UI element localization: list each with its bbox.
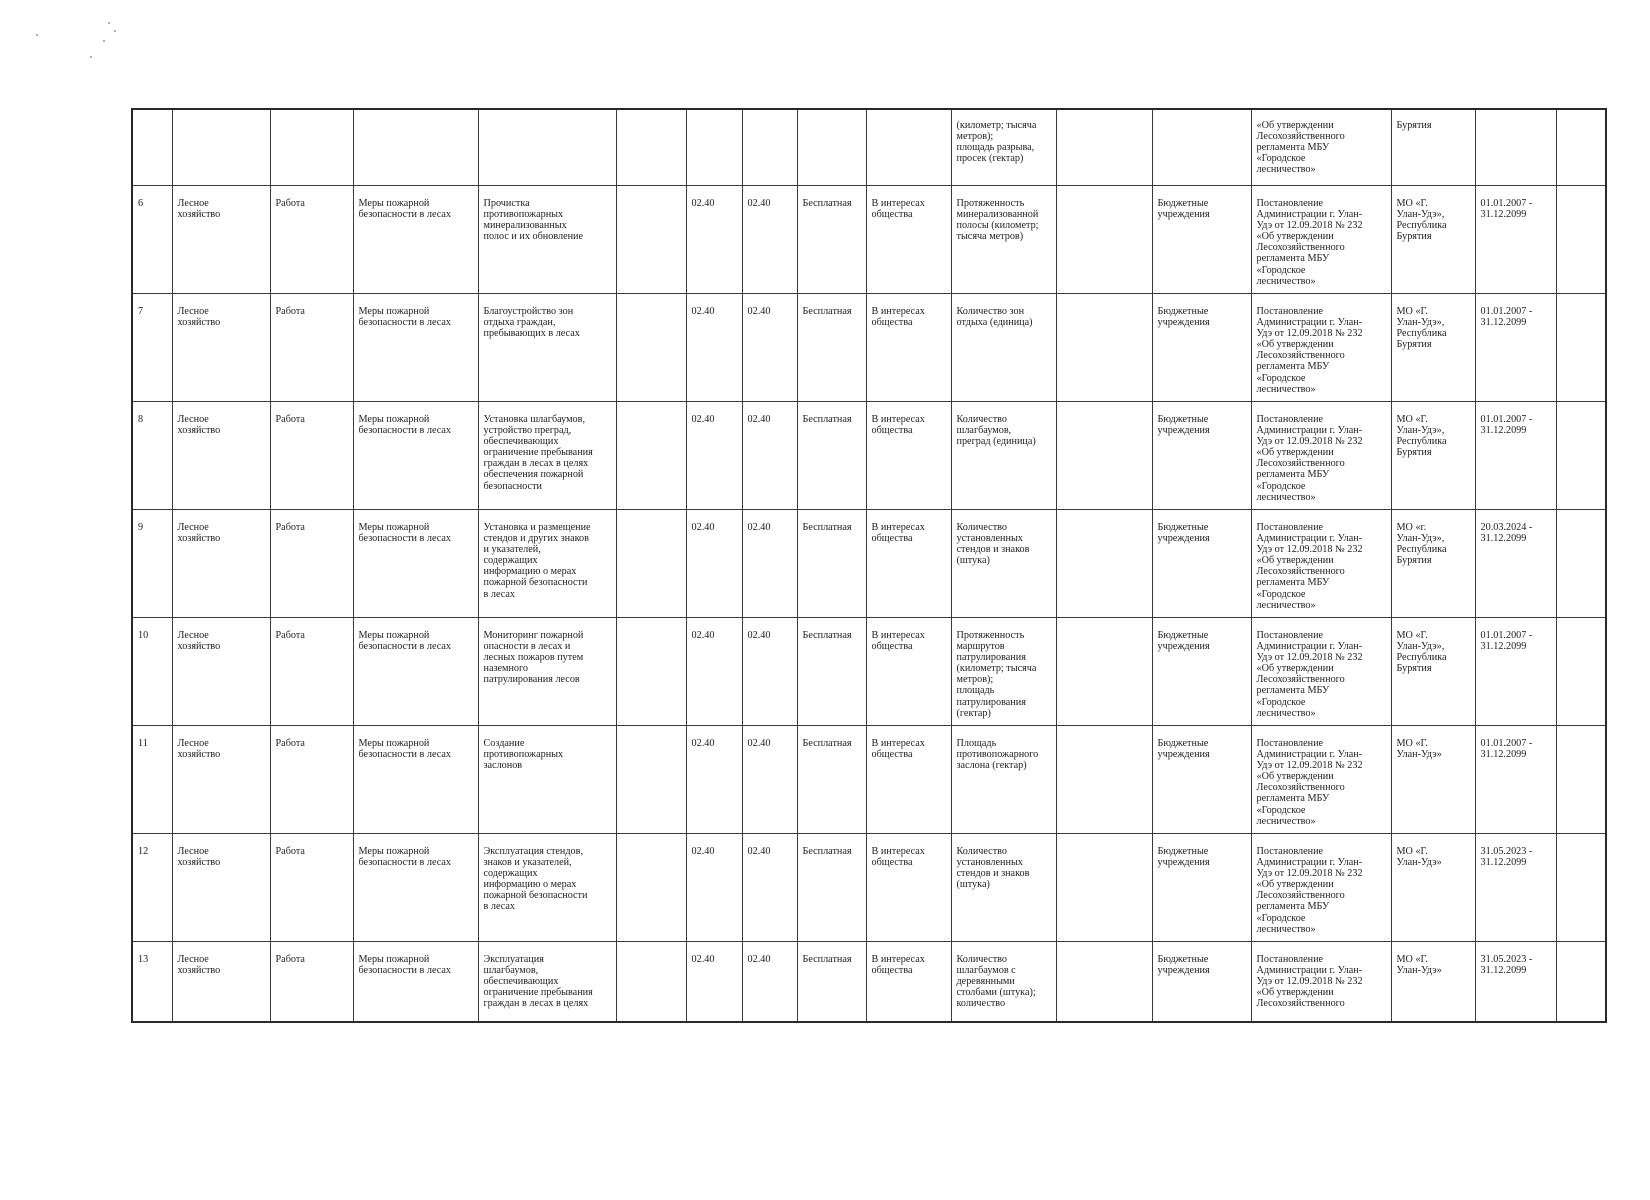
- cell-territory: МО «Г. Улан-Удэ»: [1391, 726, 1475, 834]
- cell-interest: В интересах общества: [866, 402, 951, 510]
- cell-num: [132, 109, 172, 186]
- cell-blank1: [616, 109, 686, 186]
- cell-territory: МО «Г. Улан-Удэ», Республика Бурятия: [1391, 186, 1475, 294]
- cell-num: 7: [132, 294, 172, 402]
- cell-type: Работа: [270, 618, 353, 726]
- table-row: [132, 834, 1606, 942]
- cell-basis: Постановление Администрации г. Улан- Удэ от 12.09.2018 № 232 «Об утверждении Лесохозяйственного регламента МБУ «Городское лесничество»: [1251, 510, 1391, 618]
- cell-code1: 02.40: [686, 726, 742, 834]
- cell-name: Установка и размещение стендов и других знаков и указателей, содержащих информацию о мерах пожарной безопасности в лесах: [478, 510, 616, 618]
- cell-institution: Бюджетные учреждения: [1152, 294, 1251, 402]
- cell-institution: Бюджетные учреждения: [1152, 942, 1251, 1023]
- cell-fee: Бесплатная: [797, 510, 866, 618]
- table-row: [132, 109, 1606, 186]
- scan-speck: [90, 56, 92, 58]
- cell-name: Благоустройство зон отдыха граждан, пребывающих в лесах: [478, 294, 616, 402]
- cell-interest: В интересах общества: [866, 186, 951, 294]
- cell-institution: Бюджетные учреждения: [1152, 402, 1251, 510]
- cell-name: [478, 109, 616, 186]
- table-row: [132, 942, 1606, 1023]
- cell-blank1: [616, 510, 686, 618]
- cell-blank3: [1556, 510, 1606, 618]
- table-row: [132, 402, 1606, 510]
- cell-period: 01.01.2007 - 31.12.2099: [1475, 618, 1556, 726]
- cell-sector: [172, 109, 270, 186]
- cell-code2: 02.40: [742, 834, 797, 942]
- cell-indicator: Количество установленных стендов и знаков (штука): [951, 510, 1056, 618]
- cell-territory: МО «Г. Улан-Удэ», Республика Бурятия: [1391, 402, 1475, 510]
- cell-group: Меры пожарной безопасности в лесах: [353, 726, 478, 834]
- cell-institution: Бюджетные учреждения: [1152, 618, 1251, 726]
- cell-blank2: [1056, 510, 1152, 618]
- cell-name: Создание противопожарных заслонов: [478, 726, 616, 834]
- cell-num: 10: [132, 618, 172, 726]
- cell-name: Прочистка противопожарных минерализованных полос и их обновление: [478, 186, 616, 294]
- cell-basis: Постановление Администрации г. Улан- Удэ от 12.09.2018 № 232 «Об утверждении Лесохозяйственного регламента МБУ «Городское лесничество»: [1251, 618, 1391, 726]
- cell-num: 9: [132, 510, 172, 618]
- scan-speck: [108, 22, 110, 24]
- cell-blank3: [1556, 186, 1606, 294]
- cell-code2: 02.40: [742, 402, 797, 510]
- cell-indicator: Протяженность минерализованной полосы (километр; тысяча метров): [951, 186, 1056, 294]
- cell-type: Работа: [270, 294, 353, 402]
- cell-sector: Лесное хозяйство: [172, 618, 270, 726]
- scan-speck: [103, 40, 105, 42]
- cell-blank3: [1556, 294, 1606, 402]
- cell-period: [1475, 109, 1556, 186]
- cell-blank2: [1056, 402, 1152, 510]
- cell-type: Работа: [270, 186, 353, 294]
- cell-group: Меры пожарной безопасности в лесах: [353, 186, 478, 294]
- cell-group: Меры пожарной безопасности в лесах: [353, 618, 478, 726]
- cell-interest: В интересах общества: [866, 294, 951, 402]
- cell-name: Эксплуатация шлагбаумов, обеспечивающих ограничение пребывания граждан в лесах в целях: [478, 942, 616, 1023]
- cell-num: 11: [132, 726, 172, 834]
- table-row: [132, 186, 1606, 294]
- cell-type: Работа: [270, 942, 353, 1023]
- cell-group: Меры пожарной безопасности в лесах: [353, 510, 478, 618]
- cell-institution: Бюджетные учреждения: [1152, 510, 1251, 618]
- cell-institution: Бюджетные учреждения: [1152, 834, 1251, 942]
- table-row: [132, 726, 1606, 834]
- cell-interest: В интересах общества: [866, 510, 951, 618]
- cell-institution: [1152, 109, 1251, 186]
- cell-code1: 02.40: [686, 618, 742, 726]
- cell-code2: 02.40: [742, 618, 797, 726]
- cell-group: Меры пожарной безопасности в лесах: [353, 402, 478, 510]
- cell-type: Работа: [270, 726, 353, 834]
- cell-blank3: [1556, 834, 1606, 942]
- cell-blank3: [1556, 109, 1606, 186]
- cell-code1: 02.40: [686, 834, 742, 942]
- cell-period: 20.03.2024 - 31.12.2099: [1475, 510, 1556, 618]
- cell-blank1: [616, 942, 686, 1023]
- cell-basis: «Об утверждении Лесохозяйственного регламента МБУ «Городское лесничество»: [1251, 109, 1391, 186]
- cell-sector: Лесное хозяйство: [172, 186, 270, 294]
- cell-blank2: [1056, 834, 1152, 942]
- cell-territory: МО «Г. Улан-Удэ»: [1391, 834, 1475, 942]
- cell-fee: Бесплатная: [797, 834, 866, 942]
- cell-indicator: Количество установленных стендов и знаков (штука): [951, 834, 1056, 942]
- cell-code2: 02.40: [742, 942, 797, 1023]
- cell-blank1: [616, 834, 686, 942]
- cell-blank1: [616, 402, 686, 510]
- cell-fee: Бесплатная: [797, 942, 866, 1023]
- cell-name: Эксплуатация стендов, знаков и указателей, содержащих информацию о мерах пожарной безопасности в лесах: [478, 834, 616, 942]
- cell-blank1: [616, 186, 686, 294]
- cell-indicator: Количество зон отдыха (единица): [951, 294, 1056, 402]
- cell-code2: 02.40: [742, 726, 797, 834]
- cell-period: 01.01.2007 - 31.12.2099: [1475, 186, 1556, 294]
- cell-type: Работа: [270, 402, 353, 510]
- cell-fee: Бесплатная: [797, 402, 866, 510]
- cell-territory: МО «Г. Улан-Удэ», Республика Бурятия: [1391, 618, 1475, 726]
- cell-code2: [742, 109, 797, 186]
- cell-sector: Лесное хозяйство: [172, 942, 270, 1023]
- cell-code2: 02.40: [742, 510, 797, 618]
- cell-code1: [686, 109, 742, 186]
- cell-basis: Постановление Администрации г. Улан- Удэ от 12.09.2018 № 232 «Об утверждении Лесохозяйственного: [1251, 942, 1391, 1023]
- cell-blank2: [1056, 294, 1152, 402]
- cell-basis: Постановление Администрации г. Улан- Удэ от 12.09.2018 № 232 «Об утверждении Лесохозяйственного регламента МБУ «Городское лесничество»: [1251, 294, 1391, 402]
- cell-type: Работа: [270, 834, 353, 942]
- cell-fee: Бесплатная: [797, 726, 866, 834]
- cell-territory: МО «г. Улан-Удэ», Республика Бурятия: [1391, 510, 1475, 618]
- cell-blank2: [1056, 109, 1152, 186]
- cell-group: Меры пожарной безопасности в лесах: [353, 942, 478, 1023]
- cell-blank1: [616, 618, 686, 726]
- cell-blank1: [616, 726, 686, 834]
- cell-code2: 02.40: [742, 294, 797, 402]
- cell-fee: [797, 109, 866, 186]
- cell-interest: В интересах общества: [866, 726, 951, 834]
- cell-num: 13: [132, 942, 172, 1023]
- cell-sector: Лесное хозяйство: [172, 726, 270, 834]
- cell-basis: Постановление Администрации г. Улан- Удэ от 12.09.2018 № 232 «Об утверждении Лесохозяйственного регламента МБУ «Городское лесничество»: [1251, 402, 1391, 510]
- cell-territory: МО «Г. Улан-Удэ», Республика Бурятия: [1391, 294, 1475, 402]
- cell-code1: 02.40: [686, 186, 742, 294]
- cell-blank3: [1556, 942, 1606, 1023]
- cell-group: Меры пожарной безопасности в лесах: [353, 834, 478, 942]
- cell-group: Меры пожарной безопасности в лесах: [353, 294, 478, 402]
- cell-code1: 02.40: [686, 510, 742, 618]
- cell-group: [353, 109, 478, 186]
- cell-blank1: [616, 294, 686, 402]
- cell-territory: МО «Г. Улан-Удэ»: [1391, 942, 1475, 1023]
- cell-period: 01.01.2007 - 31.12.2099: [1475, 402, 1556, 510]
- cell-indicator: Количество шлагбаумов с деревянными столбами (штука); количество: [951, 942, 1056, 1023]
- cell-num: 12: [132, 834, 172, 942]
- table-row: [132, 294, 1606, 402]
- cell-code1: 02.40: [686, 294, 742, 402]
- cell-type: [270, 109, 353, 186]
- cell-blank2: [1056, 942, 1152, 1023]
- registry-table: [131, 108, 1607, 1023]
- table-row: [132, 618, 1606, 726]
- cell-period: 01.01.2007 - 31.12.2099: [1475, 294, 1556, 402]
- cell-institution: Бюджетные учреждения: [1152, 726, 1251, 834]
- cell-num: 8: [132, 402, 172, 510]
- cell-basis: Постановление Администрации г. Улан- Удэ от 12.09.2018 № 232 «Об утверждении Лесохозяйственного регламента МБУ «Городское лесничество»: [1251, 834, 1391, 942]
- cell-sector: Лесное хозяйство: [172, 510, 270, 618]
- cell-fee: Бесплатная: [797, 294, 866, 402]
- cell-period: 31.05.2023 - 31.12.2099: [1475, 942, 1556, 1023]
- cell-interest: В интересах общества: [866, 618, 951, 726]
- cell-fee: Бесплатная: [797, 186, 866, 294]
- cell-fee: Бесплатная: [797, 618, 866, 726]
- cell-basis: Постановление Администрации г. Улан- Удэ от 12.09.2018 № 232 «Об утверждении Лесохозяйственного регламента МБУ «Городское лесничество»: [1251, 186, 1391, 294]
- scan-speck: [114, 30, 116, 32]
- cell-indicator: Количество шлагбаумов, преград (единица): [951, 402, 1056, 510]
- cell-indicator: (километр; тысяча метров); площадь разрыва, просек (гектар): [951, 109, 1056, 186]
- cell-code1: 02.40: [686, 942, 742, 1023]
- cell-num: 6: [132, 186, 172, 294]
- scan-speck: [36, 34, 38, 36]
- cell-indicator: Протяженность маршрутов патрулирования (километр; тысяча метров); площадь патрулирования (гектар): [951, 618, 1056, 726]
- cell-institution: Бюджетные учреждения: [1152, 186, 1251, 294]
- cell-interest: В интересах общества: [866, 834, 951, 942]
- cell-interest: [866, 109, 951, 186]
- cell-name: Установка шлагбаумов, устройство преград, обеспечивающих ограничение пребывания граждан в лесах в целях обеспечения пожарной безопасности: [478, 402, 616, 510]
- cell-sector: Лесное хозяйство: [172, 402, 270, 510]
- cell-blank2: [1056, 618, 1152, 726]
- cell-code2: 02.40: [742, 186, 797, 294]
- cell-territory: Бурятия: [1391, 109, 1475, 186]
- cell-sector: Лесное хозяйство: [172, 294, 270, 402]
- table-row: [132, 510, 1606, 618]
- cell-basis: Постановление Администрации г. Улан- Удэ от 12.09.2018 № 232 «Об утверждении Лесохозяйственного регламента МБУ «Городское лесничество»: [1251, 726, 1391, 834]
- cell-name: Мониторинг пожарной опасности в лесах и лесных пожаров путем наземного патрулирования лесов: [478, 618, 616, 726]
- cell-indicator: Площадь противопожарного заслона (гектар): [951, 726, 1056, 834]
- cell-period: 31.05.2023 - 31.12.2099: [1475, 834, 1556, 942]
- cell-type: Работа: [270, 510, 353, 618]
- cell-blank3: [1556, 726, 1606, 834]
- cell-code1: 02.40: [686, 402, 742, 510]
- cell-blank3: [1556, 402, 1606, 510]
- cell-period: 01.01.2007 - 31.12.2099: [1475, 726, 1556, 834]
- cell-blank3: [1556, 618, 1606, 726]
- cell-blank2: [1056, 186, 1152, 294]
- cell-interest: В интересах общества: [866, 942, 951, 1023]
- cell-blank2: [1056, 726, 1152, 834]
- cell-sector: Лесное хозяйство: [172, 834, 270, 942]
